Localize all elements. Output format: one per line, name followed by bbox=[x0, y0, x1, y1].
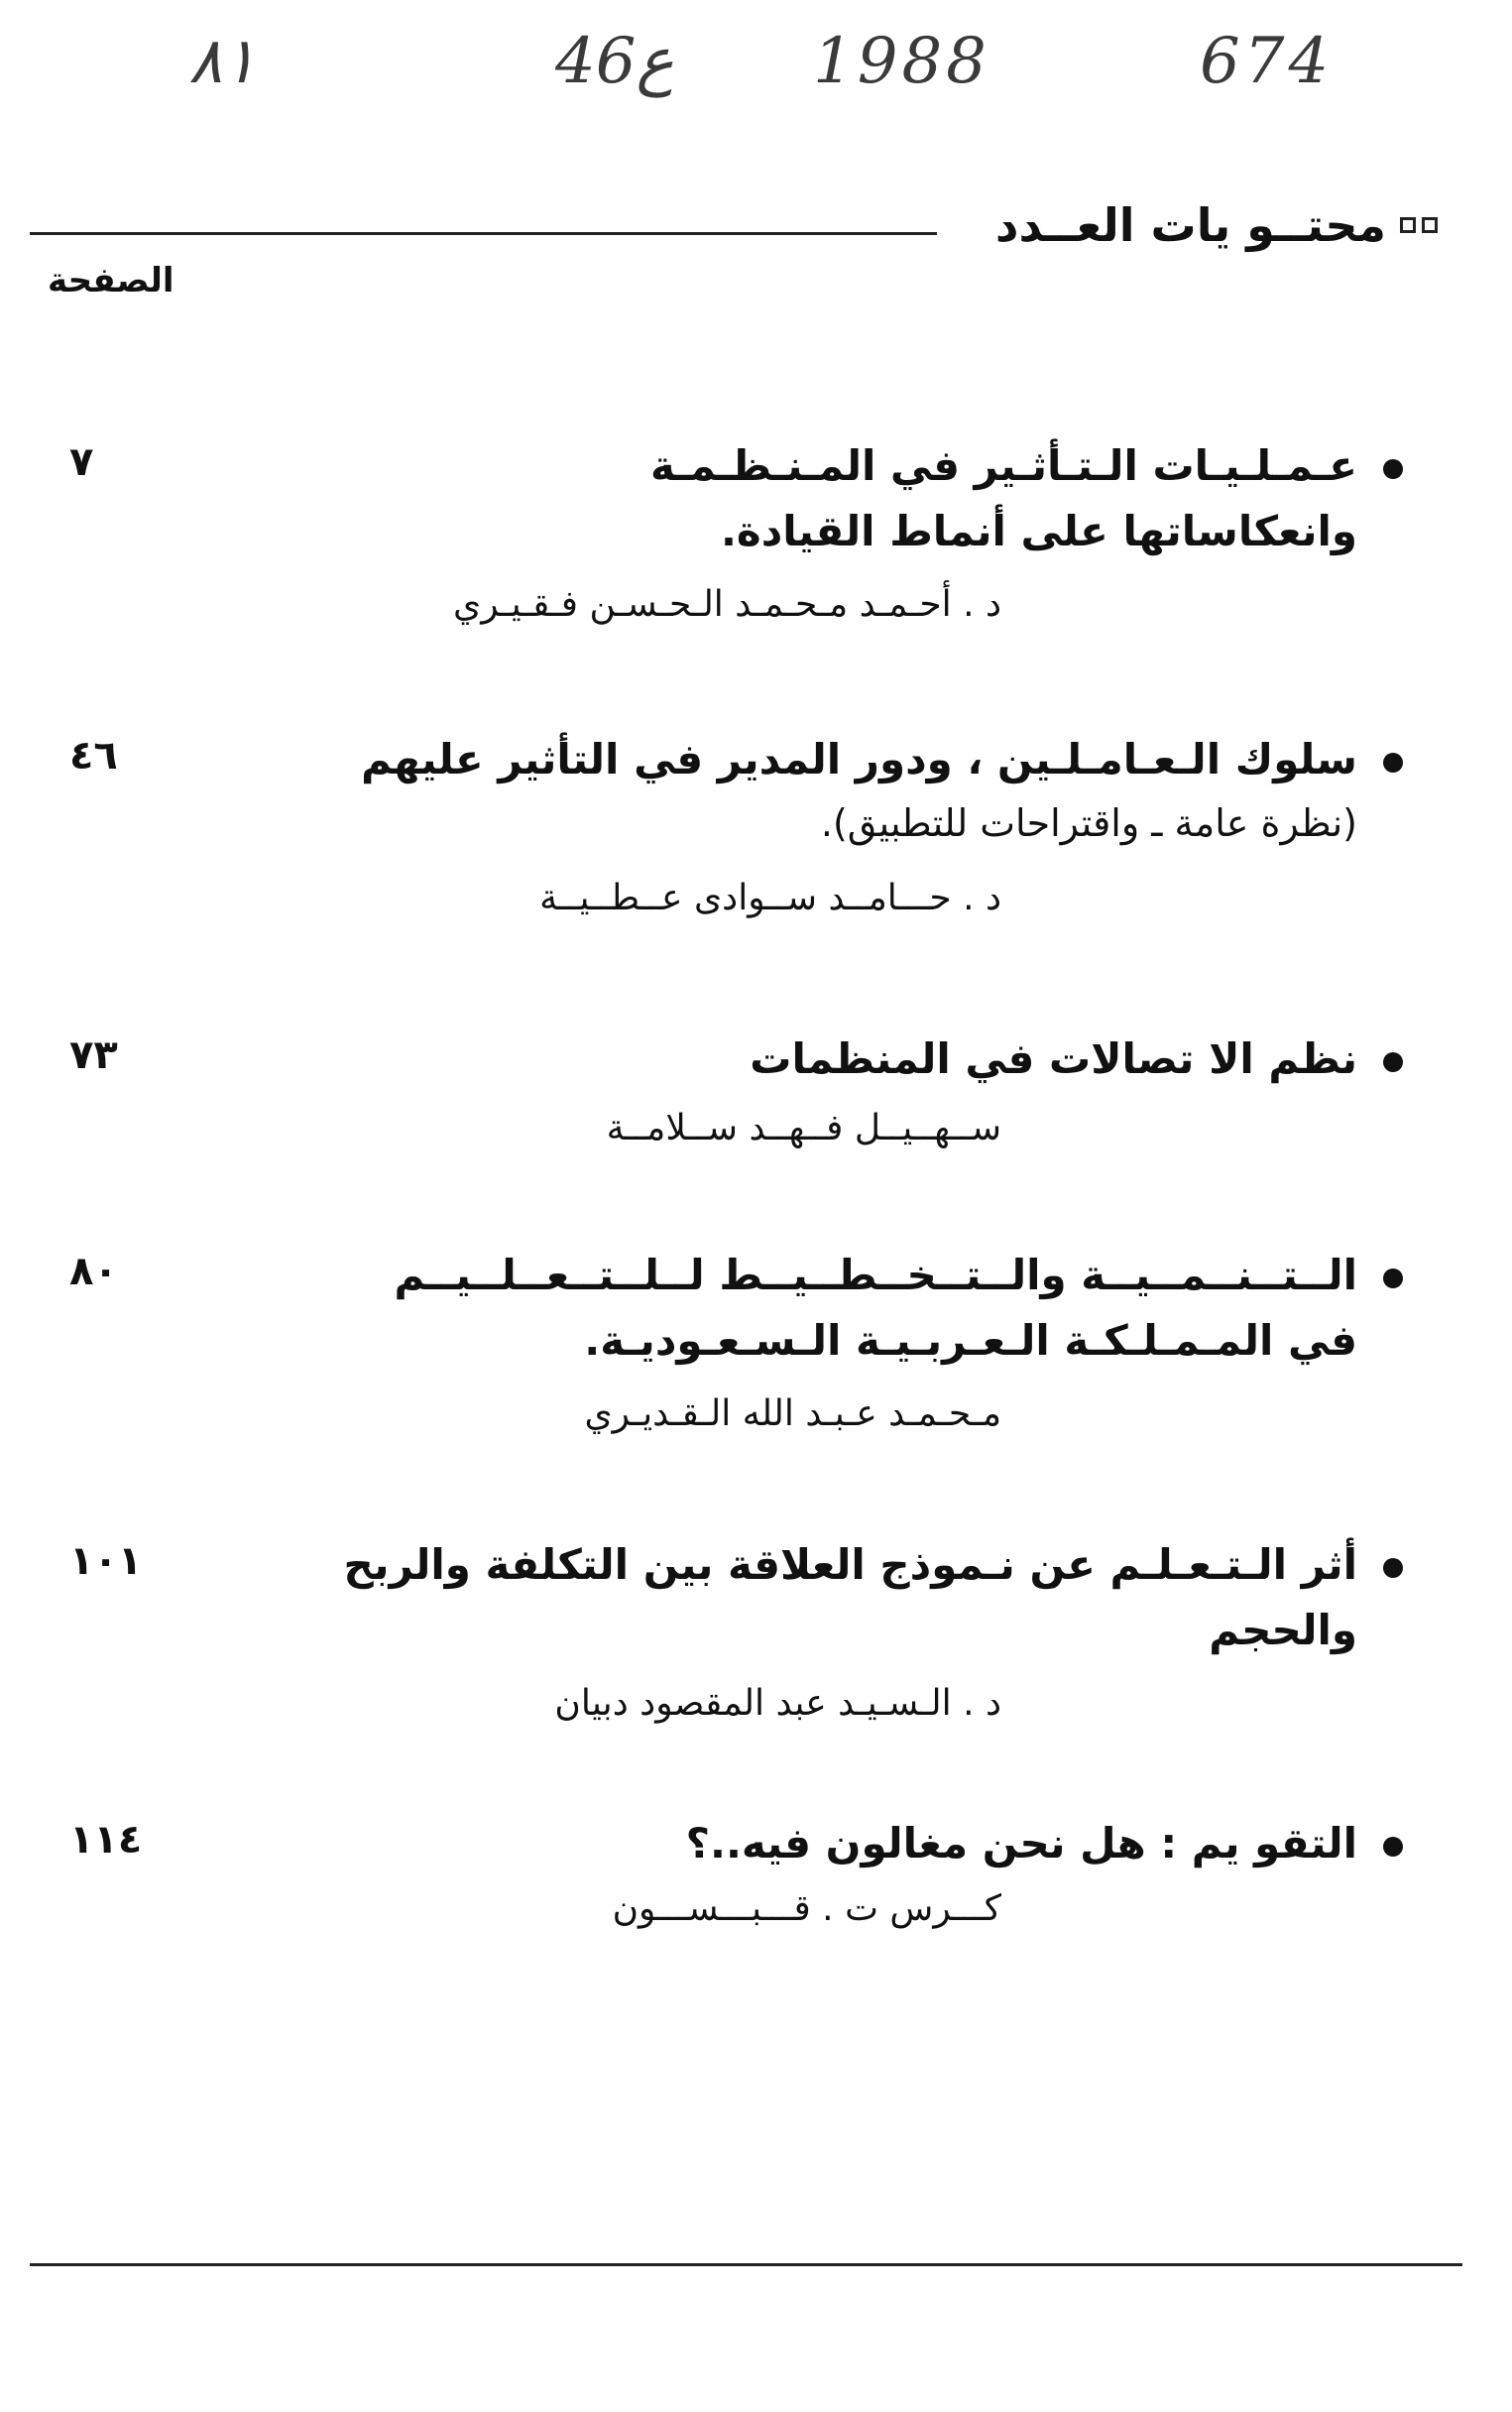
entry-author: ســهــيــل فــهــد ســلامــة bbox=[606, 1108, 1001, 1148]
entry-author: د . أحـمـد مـحـمـد الـحـسـن فـقـيـري bbox=[453, 584, 1001, 625]
entry-title: نظم الا تصالات في المنظمات bbox=[362, 1026, 1403, 1092]
entry-page-number: ٧٣ bbox=[69, 1032, 118, 1078]
entry-title-continued: والحجم bbox=[1209, 1606, 1357, 1654]
entry-author: د . حـــامــد ســوادى عــطــيــة bbox=[539, 878, 1001, 918]
entry-subtitle: (نظرة عامة ـ واقتراحات للتطبيق). bbox=[820, 801, 1357, 845]
handwritten-mark: 46ع bbox=[555, 25, 674, 98]
entry-page-number: ٧ bbox=[69, 439, 94, 485]
entry-title: التقو يم : هل نحن مغالون فيه..؟ bbox=[362, 1811, 1403, 1876]
entry-title: سلوك الـعـامـلـين ، ودور المدير في التأثير عليهم bbox=[362, 727, 1403, 792]
footer-rule bbox=[30, 2263, 1462, 2266]
entry-body bbox=[362, 1811, 1403, 1876]
double-square-icon bbox=[1400, 217, 1438, 233]
contents-header bbox=[30, 198, 1438, 268]
handwritten-number: 674 bbox=[1200, 25, 1334, 98]
entry-body bbox=[362, 433, 1403, 564]
entry-author: كـــرس ت . قـــبـــســـون bbox=[612, 1888, 1001, 1929]
entry-body bbox=[343, 1532, 1403, 1663]
entry-title: عـمـلـيـات الـتـأثـير في المـنـظـمـة bbox=[362, 433, 1403, 499]
header-rule bbox=[30, 232, 937, 235]
entry-author: مـحـمـد عـبـد الله الـقـديـري bbox=[584, 1393, 1001, 1434]
entry-body bbox=[362, 1243, 1403, 1374]
entry-body bbox=[362, 1026, 1403, 1092]
contents-title bbox=[995, 198, 1438, 252]
entry-author: د . الـسـيـد عبد المقصود دبيان bbox=[554, 1683, 1001, 1724]
entry-title: أثر الـتـعـلـم عن نـموذج العلاقة بين التكلفة والربح bbox=[362, 1532, 1403, 1598]
entry-title: الــتــنــمــيــة والــتــخــطــيــط لــلــتــعــلــيــم bbox=[362, 1243, 1403, 1308]
entry-page-number: ١١٤ bbox=[69, 1817, 143, 1863]
handwritten-year: 1988 bbox=[813, 25, 990, 98]
handwritten-mark: ٨١ bbox=[188, 25, 257, 98]
contents-title-text: محتــو يات العــدد bbox=[994, 198, 1386, 252]
entry-body bbox=[362, 727, 1403, 854]
entry-page-number: ٨٠ bbox=[69, 1249, 118, 1294]
page-column-label: الصفحة bbox=[48, 261, 174, 301]
entry-title-continued: وانعكاساتها على أنماط القيادة. bbox=[720, 507, 1357, 555]
entry-title-continued: في المـمـلـكـة الـعـربـيـة الـسـعـوديـة. bbox=[584, 1316, 1357, 1365]
entry-page-number: ٤٦ bbox=[69, 733, 118, 779]
entry-page-number: ١٠١ bbox=[69, 1538, 143, 1584]
